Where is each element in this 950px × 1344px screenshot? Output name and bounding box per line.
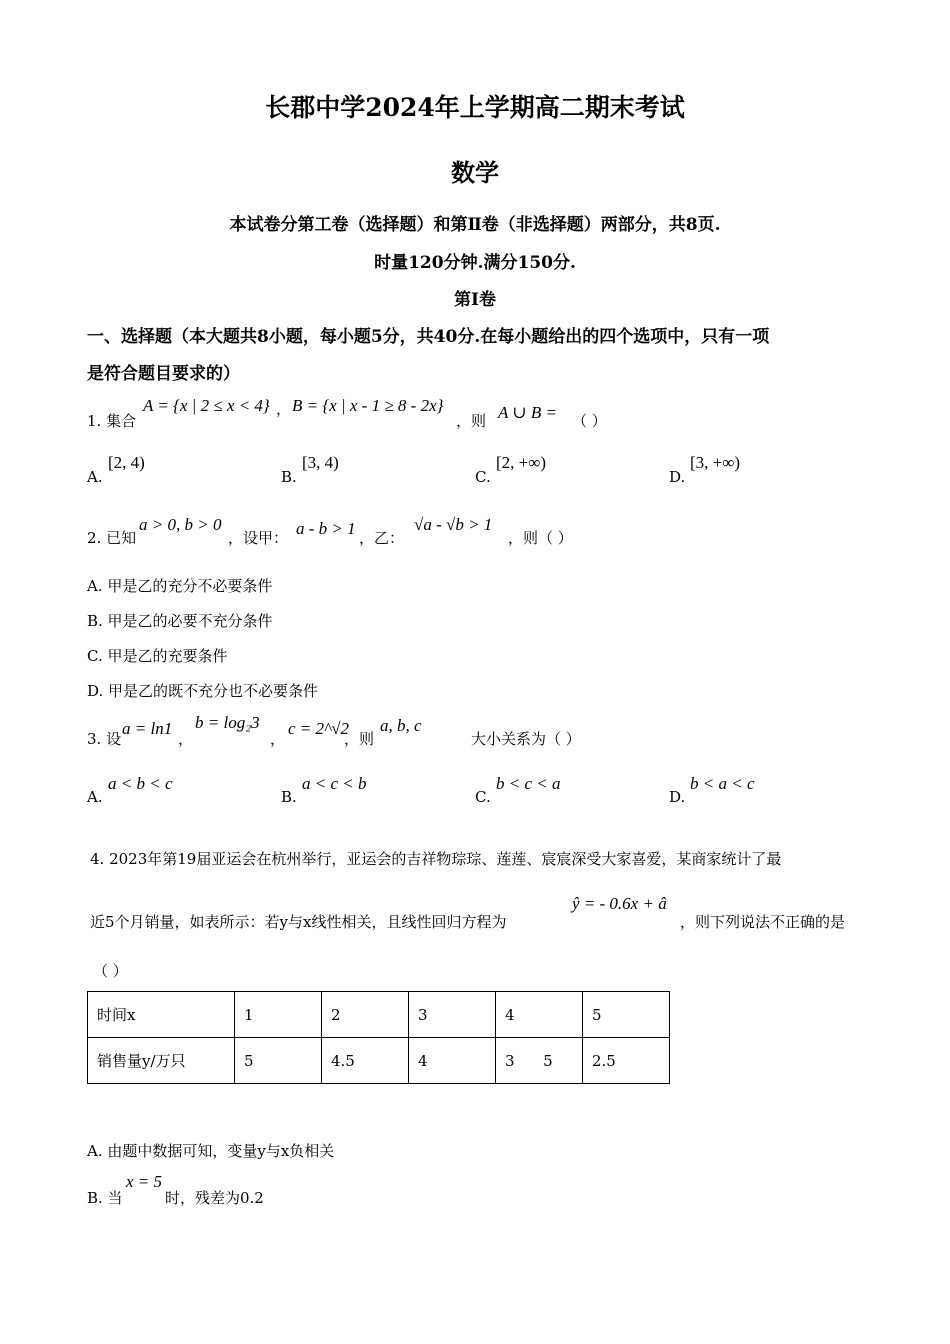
q3-option-b-value: a < c < b: [302, 774, 367, 793]
q4-line-1: 4. 2023年第19届亚运会在杭州举行，亚运会的吉祥物琮琮、莲莲、宸宸深受大家喜爱，某商家统计了最: [90, 850, 782, 868]
table-cell: 2: [322, 992, 409, 1038]
q3-comma-2: ，: [270, 730, 286, 748]
q2-option-d: D. 甲是乙的既不充分也不必要条件: [87, 682, 319, 700]
q2-mid-2: ，乙：: [359, 529, 405, 547]
q3-option-a-label: A.: [87, 788, 103, 806]
q2-option-a: A. 甲是乙的充分不必要条件: [87, 577, 273, 595]
section-heading-line-1: 一、选择题（本大题共8小题，每小题5分，共40分.在每小题给出的四个选项中，只有一项: [87, 327, 770, 347]
q4-option-a: A. 由题中数据可知，变量y与x负相关: [87, 1142, 335, 1160]
sales-table: [87, 991, 670, 1084]
q3-prefix: 3. 设: [87, 730, 122, 748]
q4-answer-paren: （ ）: [93, 962, 128, 980]
q1-set-a: A = {x | 2 ≤ x < 4}: [143, 396, 270, 415]
q3-option-a-value: a < b < c: [108, 774, 173, 793]
table-cell: 时间x: [88, 992, 235, 1038]
q3-b-value: b = log₂3: [195, 713, 260, 732]
q2-tail: ，则（ ）: [508, 529, 573, 547]
q1-prefix: 1. 集合: [87, 412, 137, 430]
table-cell: 4: [496, 992, 583, 1038]
q1-option-b-value: [3, 4): [302, 453, 339, 472]
q1-expression: A ∪ B =: [498, 403, 557, 422]
q1-option-c-label: C.: [475, 468, 491, 486]
volume-label: 第I卷: [454, 290, 496, 310]
q2-prefix: 2. 已知: [87, 529, 137, 547]
q3-then: ，则: [344, 730, 375, 748]
q3-option-c-value: b < c < a: [496, 774, 561, 793]
q4-option-b-math: x = 5: [126, 1172, 163, 1191]
q2-jia: a - b > 1: [296, 519, 356, 538]
q1-answer-paren: （ ）: [572, 412, 607, 430]
q1-option-c-value: [2, +∞): [496, 453, 547, 472]
table-row: [88, 992, 670, 1038]
section-heading-line-2: 是符合题目要求的）: [87, 364, 240, 384]
table-cell: 5: [583, 992, 670, 1038]
table-cell: 5: [235, 1038, 322, 1084]
table-cell: 3 5: [496, 1038, 583, 1084]
q3-option-d-value: b < a < c: [690, 774, 755, 793]
q1-option-d-label: D.: [669, 468, 686, 486]
q2-option-c: C. 甲是乙的充要条件: [87, 647, 228, 665]
intro-line-2: 时量120分钟.满分150分.: [374, 253, 576, 273]
q2-mid-1: ，设甲：: [228, 529, 289, 547]
q2-yi: √a - √b > 1: [414, 515, 493, 534]
q1-sep: ，: [276, 400, 292, 418]
q4-line-2-post: ，则下列说法不正确的是: [680, 913, 846, 931]
exam-title: 长郡中学2024年上学期高二期末考试: [265, 93, 685, 122]
q3-tail: 大小关系为（ ）: [471, 730, 581, 748]
q1-option-d-value: [3, +∞): [690, 453, 741, 472]
q1-set-b: B = {x | x - 1 ≥ 8 - 2x}: [292, 396, 444, 415]
q4-option-b-pre: B. 当: [87, 1189, 123, 1207]
q2-option-b: B. 甲是乙的必要不充分条件: [87, 612, 273, 630]
q1-option-b-label: B.: [281, 468, 297, 486]
q3-option-b-label: B.: [281, 788, 297, 806]
table-cell: 销售量y/万只: [88, 1038, 235, 1084]
table-row: [88, 1038, 670, 1084]
q3-abc: a, b, c: [380, 716, 422, 735]
q1-then: ，则: [456, 412, 487, 430]
q3-a-value: a = ln1: [122, 719, 173, 738]
q4-option-b-post: 时，残差为0.2: [165, 1189, 264, 1207]
q3-option-d-label: D.: [669, 788, 686, 806]
q1-option-a-label: A.: [87, 468, 103, 486]
table-cell: 1: [235, 992, 322, 1038]
q3-c-value: c = 2^√2: [288, 719, 350, 738]
q4-line-2-pre: 近5个月销量，如表所示：若y与x线性相关，且线性回归方程为: [90, 913, 507, 931]
q2-condition: a > 0, b > 0: [139, 515, 222, 534]
q1-option-a-value: [2, 4): [108, 453, 145, 472]
subject-title: 数学: [451, 158, 499, 187]
table-cell: 2.5: [583, 1038, 670, 1084]
q3-comma-1: ，: [178, 730, 194, 748]
table-cell: 4: [409, 1038, 496, 1084]
table-cell: 3: [409, 992, 496, 1038]
q3-option-c-label: C.: [475, 788, 491, 806]
intro-line-1: 本试卷分第工卷（选择题）和第Ⅱ卷（非选择题）两部分，共8页.: [229, 215, 721, 235]
table-cell: 4.5: [322, 1038, 409, 1084]
q4-regression-equation: ŷ = - 0.6x + â: [572, 894, 667, 913]
